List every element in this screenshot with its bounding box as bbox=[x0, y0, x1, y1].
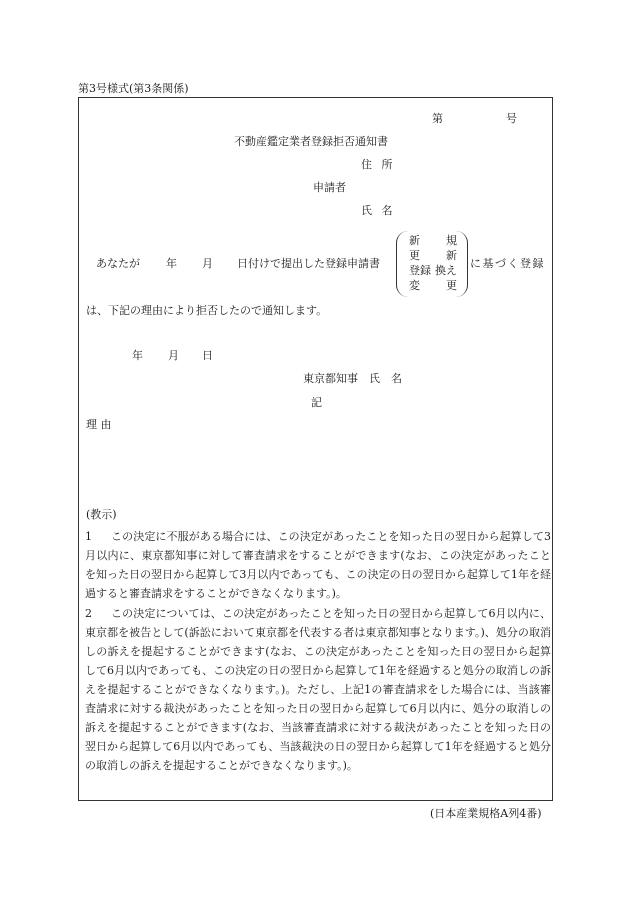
signer: 東京都知事 氏 名 bbox=[303, 372, 402, 385]
number-go: 号 bbox=[506, 112, 517, 125]
document-title: 不動産鑑定業者登録拒否通知書 bbox=[234, 135, 388, 148]
applicant-label: 申請者 bbox=[313, 181, 346, 194]
instruction-item-2 bbox=[85, 604, 551, 775]
date-day: 日 bbox=[202, 349, 213, 362]
body-year: 年 bbox=[166, 257, 177, 270]
name-label: 氏 名 bbox=[361, 204, 393, 217]
instruction-heading: (教示) bbox=[86, 508, 117, 521]
body-text-intro: あなたが bbox=[96, 257, 140, 270]
number-dai: 第 bbox=[432, 112, 443, 125]
body-text-notice: は、下記の理由により拒否したので通知します。 bbox=[86, 304, 328, 317]
date-year: 年 bbox=[132, 349, 143, 362]
ki-mark: 記 bbox=[311, 396, 322, 409]
address-label: 住 所 bbox=[361, 158, 393, 171]
paper-size-footer: (日本産業規格A列4番) bbox=[430, 807, 542, 820]
option-transfer: 登録 換え bbox=[409, 264, 457, 277]
form-label: 第3号様式(第3条関係) bbox=[78, 82, 189, 95]
date-month: 月 bbox=[168, 349, 179, 362]
instruction-item-2-text: この決定については、この決定があったことを知った日の翌日から起算して6月以内に、東京都を被告として(訴訟において東京都を代表する者は東京都知事となります。)、処分の取消しの訴えを提起することができます(なお、この決定があったことを知った日の翌日から起算して6月以内であっても、この決定の日の翌日から起算して1年を経過すると処分の取消しの訴えを提起することができなくなります。)。ただし、上記1の審査請求をした場合には、当該審査請求に対する裁決があったことを知った日の翌日から起算して6月以内に、処分の取消しの訴えを提起することができます(なお、当該審査請求に対する裁決があったことを知った日の翌日から起算して6月以内であっても、当該裁決の日の翌日から起算して1年を経過すると処分の取消しの訴えを提起することができなくなります。)。 bbox=[85, 607, 551, 772]
option-renewal: 更 新 bbox=[409, 249, 457, 262]
instruction-item-1-number: 1 bbox=[85, 530, 92, 543]
body-text-submitted: 日付けで提出した登録申請書 bbox=[237, 257, 380, 270]
instruction-item-2-number: 2 bbox=[85, 607, 92, 620]
body-month: 月 bbox=[202, 257, 213, 270]
instruction-item-1-text: この決定に不服がある場合には、この決定があったことを知った日の翌日から起算して3月以内に、東京都知事に対して審査請求をすることができます(なお、この決定があったことを知った日の翌日から起算して3月以内であっても、この決定の日の翌日から起算して1年を経過すると審査請求をすることができなくなります。)。 bbox=[85, 530, 551, 600]
body-text-based-on: に基づく登録 bbox=[470, 257, 545, 270]
option-new: 新 規 bbox=[409, 234, 457, 247]
application-type-options bbox=[396, 231, 468, 297]
reason-label: 理 由 bbox=[86, 418, 112, 431]
instruction-item-1 bbox=[85, 527, 551, 603]
option-change: 変 更 bbox=[409, 279, 457, 292]
